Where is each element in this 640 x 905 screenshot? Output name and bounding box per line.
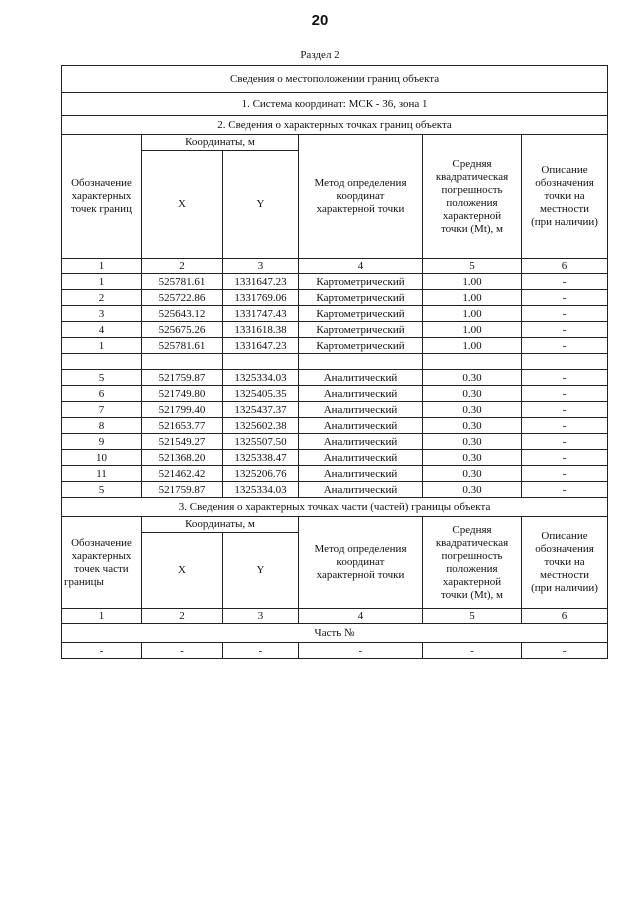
table-cell: 521799.40 bbox=[142, 402, 223, 418]
table-cell: Картометрический bbox=[299, 290, 423, 306]
table-cell: 1.00 bbox=[423, 290, 522, 306]
col-number: 6 bbox=[522, 259, 608, 274]
table-cell: 1331618.38 bbox=[223, 322, 299, 338]
table-row bbox=[62, 306, 608, 322]
col-number: 2 bbox=[142, 259, 223, 274]
table-row bbox=[62, 466, 608, 482]
table-cell: Картометрический bbox=[299, 274, 423, 290]
table-cell: 1325206.76 bbox=[223, 466, 299, 482]
col-number: 6 bbox=[522, 609, 608, 624]
table-cell: 5 bbox=[62, 482, 142, 498]
table-cell: 0.30 bbox=[423, 482, 522, 498]
table-cell: Аналитический bbox=[299, 386, 423, 402]
table-cell: 525781.61 bbox=[142, 274, 223, 290]
table-cell: - bbox=[522, 338, 608, 354]
col-number: 4 bbox=[299, 609, 423, 624]
table-cell: 10 bbox=[62, 450, 142, 466]
table-cell: 521759.87 bbox=[142, 370, 223, 386]
table-cell: - bbox=[62, 643, 142, 659]
section2-title: 2. Сведения о характерных точках границ объекта bbox=[62, 116, 608, 135]
page-number: 20 bbox=[311, 12, 329, 29]
table-cell: 521653.77 bbox=[142, 418, 223, 434]
col-number: 1 bbox=[62, 609, 142, 624]
table-cell: 0.30 bbox=[423, 466, 522, 482]
table-cell: Аналитический bbox=[299, 370, 423, 386]
header-y-part: Y bbox=[223, 533, 299, 609]
table-cell: 0.30 bbox=[423, 434, 522, 450]
table-row bbox=[62, 322, 608, 338]
table-cell: - bbox=[522, 434, 608, 450]
table-cell: 9 bbox=[62, 434, 142, 450]
table-row bbox=[62, 418, 608, 434]
table-row bbox=[62, 402, 608, 418]
table-cell: Картометрический bbox=[299, 306, 423, 322]
table-cell: 1325334.03 bbox=[223, 482, 299, 498]
table-cell: 6 bbox=[62, 386, 142, 402]
header-point-part: Обозначение характерных точек части границы bbox=[62, 517, 142, 609]
table-cell: - bbox=[522, 402, 608, 418]
table-cell: - bbox=[423, 643, 522, 659]
table-cell: - bbox=[522, 274, 608, 290]
table-row bbox=[62, 434, 608, 450]
table-cell: Аналитический bbox=[299, 418, 423, 434]
table-cell: Аналитический bbox=[299, 450, 423, 466]
header-coords: Координаты, м bbox=[142, 135, 299, 151]
header-description-part: Описание обозначения точки на местности (при наличии) bbox=[522, 517, 608, 609]
table-cell: Аналитический bbox=[299, 482, 423, 498]
header-description: Описание обозначения точки на местности (при наличии) bbox=[522, 135, 608, 259]
table-cell: Аналитический bbox=[299, 402, 423, 418]
table-cell: - bbox=[522, 466, 608, 482]
table-cell: 525781.61 bbox=[142, 338, 223, 354]
table-row bbox=[62, 274, 608, 290]
table-cell: 1325405.35 bbox=[223, 386, 299, 402]
table-cell: 1325437.37 bbox=[223, 402, 299, 418]
table-row bbox=[62, 482, 608, 498]
header-point: Обозначение характерных точек границ bbox=[62, 135, 142, 259]
table-cell: 1.00 bbox=[423, 274, 522, 290]
table-cell: - bbox=[522, 322, 608, 338]
table-cell: - bbox=[299, 643, 423, 659]
table-cell: 8 bbox=[62, 418, 142, 434]
col-number: 3 bbox=[223, 609, 299, 624]
header-x: X bbox=[142, 151, 223, 259]
table-title: Сведения о местоположении границ объекта bbox=[62, 66, 608, 93]
section2-header-row bbox=[62, 135, 608, 151]
table-cell: - bbox=[223, 643, 299, 659]
header-x-part: X bbox=[142, 533, 223, 609]
section3-title: 3. Сведения о характерных точках части (частей) границы объекта bbox=[62, 498, 608, 517]
table-cell: 0.30 bbox=[423, 370, 522, 386]
table-title-row bbox=[62, 66, 608, 93]
col-number: 5 bbox=[423, 609, 522, 624]
col-number: 1 bbox=[62, 259, 142, 274]
boundary-table bbox=[61, 65, 608, 659]
header-error-part: Средняя квадратическая погрешность положения характерной точки (Mt), м bbox=[423, 517, 522, 609]
table-cell: 1 bbox=[62, 338, 142, 354]
table-cell: - bbox=[142, 643, 223, 659]
table-cell: 1331747.43 bbox=[223, 306, 299, 322]
group2-rows bbox=[62, 370, 608, 498]
table-cell: 1331647.23 bbox=[223, 274, 299, 290]
table-cell: Аналитический bbox=[299, 434, 423, 450]
header-method: Метод определения координат характерной точки bbox=[299, 135, 423, 259]
table-cell: - bbox=[522, 306, 608, 322]
section3-title-row bbox=[62, 498, 608, 517]
table-cell: - bbox=[522, 418, 608, 434]
group-separator-row bbox=[62, 354, 608, 370]
coord-system: 1. Система координат: МСК - 36, зона 1 bbox=[62, 93, 608, 116]
table-cell: 5 bbox=[62, 370, 142, 386]
header-coords-part: Координаты, м bbox=[142, 517, 299, 533]
table-cell: 525722.86 bbox=[142, 290, 223, 306]
table-cell: 0.30 bbox=[423, 386, 522, 402]
table-cell: 1 bbox=[62, 274, 142, 290]
table-row bbox=[62, 450, 608, 466]
table-cell: - bbox=[522, 370, 608, 386]
header-y: Y bbox=[223, 151, 299, 259]
table-cell: 0.30 bbox=[423, 450, 522, 466]
part-label-row bbox=[62, 624, 608, 643]
header-method-part: Метод определения координат характерной точки bbox=[299, 517, 423, 609]
section2-title-row bbox=[62, 116, 608, 135]
col-number: 5 bbox=[423, 259, 522, 274]
table-cell: 1325334.03 bbox=[223, 370, 299, 386]
table-cell: 0.30 bbox=[423, 402, 522, 418]
table-cell: - bbox=[522, 386, 608, 402]
table-row bbox=[62, 370, 608, 386]
table-row bbox=[62, 386, 608, 402]
col-number: 3 bbox=[223, 259, 299, 274]
section3-header-row bbox=[62, 517, 608, 533]
table-cell: 521549.27 bbox=[142, 434, 223, 450]
table-cell: 1331647.23 bbox=[223, 338, 299, 354]
table-cell: 521759.87 bbox=[142, 482, 223, 498]
table-cell: 1325507.50 bbox=[223, 434, 299, 450]
table-cell: 2 bbox=[62, 290, 142, 306]
table-cell: 521368.20 bbox=[142, 450, 223, 466]
table-cell: 525643.12 bbox=[142, 306, 223, 322]
part-empty-row bbox=[62, 643, 608, 659]
table-cell: 1.00 bbox=[423, 338, 522, 354]
coord-system-row bbox=[62, 93, 608, 116]
table-cell: 11 bbox=[62, 466, 142, 482]
table-cell: 521462.42 bbox=[142, 466, 223, 482]
table-cell: 3 bbox=[62, 306, 142, 322]
table-row bbox=[62, 290, 608, 306]
table-cell: 525675.26 bbox=[142, 322, 223, 338]
col-number: 4 bbox=[299, 259, 423, 274]
section-label: Раздел 2 bbox=[300, 49, 340, 61]
header-error: Средняя квадратическая погрешность положения характерной точки (Mt), м bbox=[423, 135, 522, 259]
section2-col-numbers bbox=[62, 259, 608, 274]
col-number: 2 bbox=[142, 609, 223, 624]
table-cell: 1325602.38 bbox=[223, 418, 299, 434]
table-cell: - bbox=[522, 290, 608, 306]
table-cell: 4 bbox=[62, 322, 142, 338]
table-cell: Картометрический bbox=[299, 322, 423, 338]
table-cell: 7 bbox=[62, 402, 142, 418]
table-cell: - bbox=[522, 643, 608, 659]
section3-col-numbers bbox=[62, 609, 608, 624]
table-cell: 1.00 bbox=[423, 322, 522, 338]
table-cell: - bbox=[522, 482, 608, 498]
table-cell: 0.30 bbox=[423, 418, 522, 434]
table-row bbox=[62, 338, 608, 354]
group1-rows bbox=[62, 274, 608, 354]
table-cell: 1325338.47 bbox=[223, 450, 299, 466]
part-label: Часть № bbox=[62, 624, 608, 643]
table-cell: 521749.80 bbox=[142, 386, 223, 402]
table-cell: Аналитический bbox=[299, 466, 423, 482]
table-cell: 1.00 bbox=[423, 306, 522, 322]
table-cell: - bbox=[522, 450, 608, 466]
table-cell: 1331769.06 bbox=[223, 290, 299, 306]
table-cell: Картометрический bbox=[299, 338, 423, 354]
